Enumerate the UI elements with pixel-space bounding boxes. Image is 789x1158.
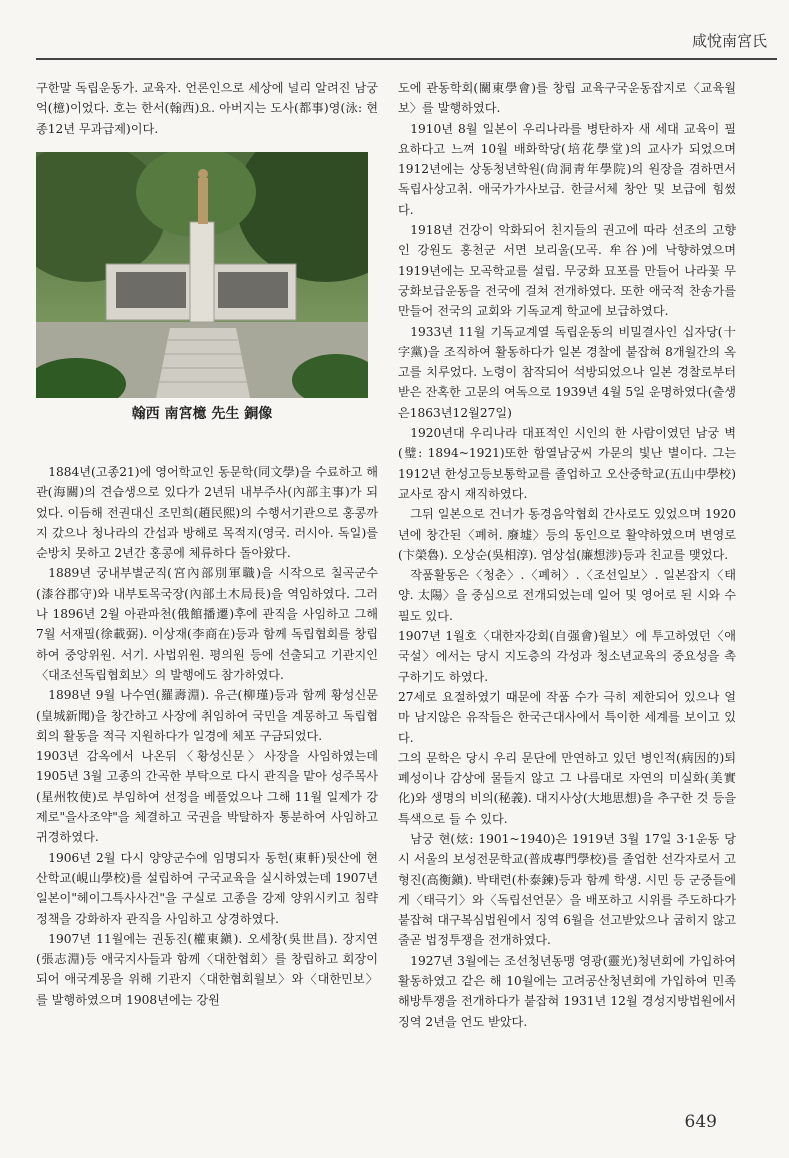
body-paragraph: 1907년 1월호〈대한자강회(自强會)월보〉에 투고하였던〈애국설〉에서는 당시 지도층의 각성과 청소년교육의 중요성을 촉구하기도 하였다. (398, 629, 736, 684)
body-paragraph: 1907년 11월에는 권동진(權東鎭). 오세창(吳世昌). 장지연(張志淵)등 애국지사들과 함께〈대한협회〉를 창립하고 회장이 되어 애국계몽을 위해 기관지〈대한협회월보〉와〈대한민보〉를 발행하였으며 1908년에는 강원 (36, 931, 378, 1007)
right-column (398, 78, 736, 1032)
body-paragraph: 남궁 현(炫: 1901~1940)은 1919년 3월 17일 3·1운동 당시 서울의 보성전문학교(普成專門學校)를 졸업한 선각자로서 고형진(高衡鎭). 박태련(朴泰鍊)등과 함께 학생. 시민 등 군중들에게〈태극기〉와〈독립선언문〉을 배포하고 시위를 주도하다가 붙잡혀 대구복심법원에서 징역 6월을 선고받았으나 굽히지 않고 줄곧 법정투쟁을 전개하였다. (398, 831, 736, 948)
body-paragraph: 그뒤 일본으로 건너가 동경음악협회 간사로도 있었으며 1920년에 창간된〈폐허. 廢墟〉등의 동인으로 활약하였으며 변영로(卞榮魯). 오상순(吳相淳). 염상섭(廉想涉)등과 친교를 맺었다. (398, 507, 736, 562)
body-paragraph: 1889년 궁내부별군직(宮內部別軍職)을 시작으로 칠곡군수(漆谷郡守)와 내부토목국장(內部土木局長)을 역임하였다. 그러나 1896년 2월 아관파천(俄館播遷)후에 관직을 사임하고 그해 7월 서재필(徐載弼). 이상재(李商在)등과 함께 독립협회를 창립하여 중앙위원. 서기. 사법위원. 평의원 등에 선출되고 기관지인〈대조선독립협회보〉의 발행에도 참가하였다. (36, 566, 378, 682)
body-paragraph: 1918년 건강이 악화되어 친지들의 권고에 따라 선조의 고향인 강원도 홍천군 서면 보리울(모곡. 牟谷)에 낙향하였으며 1919년에는 모곡학교를 설립. 무궁화 묘포를 만들어 나라꽃 무궁화보급운동을 전국에 걸쳐 전개하였다. 또한 애국적 찬송가를 만들어 전국의 교회와 기독교계 학교에 보급하였다. (398, 223, 736, 319)
body-paragraph: 1910년 8월 일본이 우리나라를 병탄하자 새 세대 교육이 필요하다고 느껴 10월 배화학당(培花學堂)의 교사가 되었으며 1912년에는 상동청년학원(尙洞靑年學院)의 원장을 겸하면서 독립사상고취. 애국가가사보급. 한글서체 창안 및 보급에 힘썼다. (398, 121, 736, 217)
body-paragraph: 1898년 9월 나수연(羅壽淵). 유근(柳瑾)등과 함께 황성신문(皇城新聞)을 창간하고 사장에 취임하여 국민을 계몽하고 독립협회의 활동을 적극 지원하다가 일경에 체포 구금되었다. (36, 688, 378, 743)
body-paragraph: 작품활동은〈청춘〉.〈폐허〉.〈조선일보〉. 일본잡지〈태양. 太陽〉을 중심으로 전개되었는데 일어 및 영어로 된 시와 수필도 있다. (398, 568, 736, 623)
body-paragraph: 1884년(고종21)에 영어학교인 동문학(同文學)을 수료하고 해관(海關)의 견습생으로 있다가 2년뒤 내부주사(內部主事)가 되었다. 이듬해 전권대신 조민희(趙民熙)의 수행서기관으로 홍콩까지 갔으나 청나라의 간섭과 방해로 목적지(영국. 러시아. 독일)를 순방치 못하고 2년간 홍콩에 체류하다 돌아왔다. (36, 465, 378, 561)
monument-photo (36, 152, 368, 398)
monument-photo-illustration (36, 152, 368, 398)
body-paragraph: 1903년 감옥에서 나온뒤〈황성신문〉사장을 사임하였는데 1905년 3월 고종의 간곡한 부탁으로 다시 관직을 맡아 성주목사(星州牧使)로 부임하여 선정을 베풀었으나 그해 11월 일제가 강제로"을사조약"을 체결하고 국권을 박탈하자 통분하여 사임하고 귀경하였다. (36, 749, 378, 845)
body-paragraph: 1933년 11월 기독교계열 독립운동의 비밀결사인 십자당(十字黨)을 조직하여 활동하다가 일본 경찰에 붙잡혀 8개월간의 옥고를 치루었다. 노령이 참작되어 석방되었으나 일본 경찰로부터 받은 잔혹한 고문의 여독으로 1939년 4월 5일 운명하였다(출생은1863년12월27일) (398, 324, 736, 420)
body-paragraph: 1920년대 우리나라 대표적인 시인의 한 사람이였던 남궁 벽(璧: 1894~1921)또한 함열남궁씨 가문의 빛난 별이다. 그는 1912년 한성고등보통학교를 졸업하고 오산중학교(五山中學校)교사로 잠시 재직하였다. (398, 426, 736, 501)
running-header-title: 咸悅南宮氏 (691, 33, 767, 50)
left-column (36, 462, 378, 1010)
page-number: 649 (684, 1112, 717, 1132)
body-paragraph: 도에 관동학회(關東學會)를 창립 교육구국운동잡지로〈교육월보〉를 발행하였다. (398, 81, 736, 116)
body-paragraph: 27세로 요절하였기 때문에 작품 수가 극히 제한되어 있으나 얼마 남지않은 유작들은 한국근대사에서 특이한 세계를 보이고 있다. (398, 689, 736, 745)
header-divider (36, 58, 777, 60)
body-paragraph: 1927년 3월에는 조선청년동맹 영광(靈光)청년회에 가입하여 활동하였고 같은 해 10월에는 고려공산청년회에 가입하여 민족해방투쟁을 전개하다가 붙잡혀 1931년 12월 경성지방법원에서 징역 2년을 언도 받았다. (398, 953, 736, 1029)
intro-column (36, 78, 378, 139)
body-paragraph: 그의 문학은 당시 우리 문단에 만연하고 있던 병인적(病因的)퇴폐성이나 감상에 물들지 않고 그 나름대로 자연의 미실화(美實化)와 생명의 비의(秘義). 대지사상(大地思想)을 추구한 것 등을 특색으로 들 수 있다. (398, 750, 736, 826)
photo-caption: 翰西 南宮檍 先生 銅像 (131, 406, 273, 422)
intro-paragraph: 구한말 독립운동가. 교육자. 언론인으로 세상에 널리 알려진 남궁 억(檍)이었다. 호는 한서(翰西)요. 아버지는 도사(都事)영(泳: 현종12년 무과급제)이다. (36, 81, 378, 136)
body-paragraph: 1906년 2월 다시 양양군수에 임명되자 동헌(東軒)뒷산에 현산학교(峴山學校)를 설립하여 구국교육을 실시하였는데 1907년 일본이"헤이그특사사건"을 구실로 고종을 강제 양위시키고 침략정책을 강화하자 관직을 사임하고 상경하였다. (36, 850, 378, 926)
